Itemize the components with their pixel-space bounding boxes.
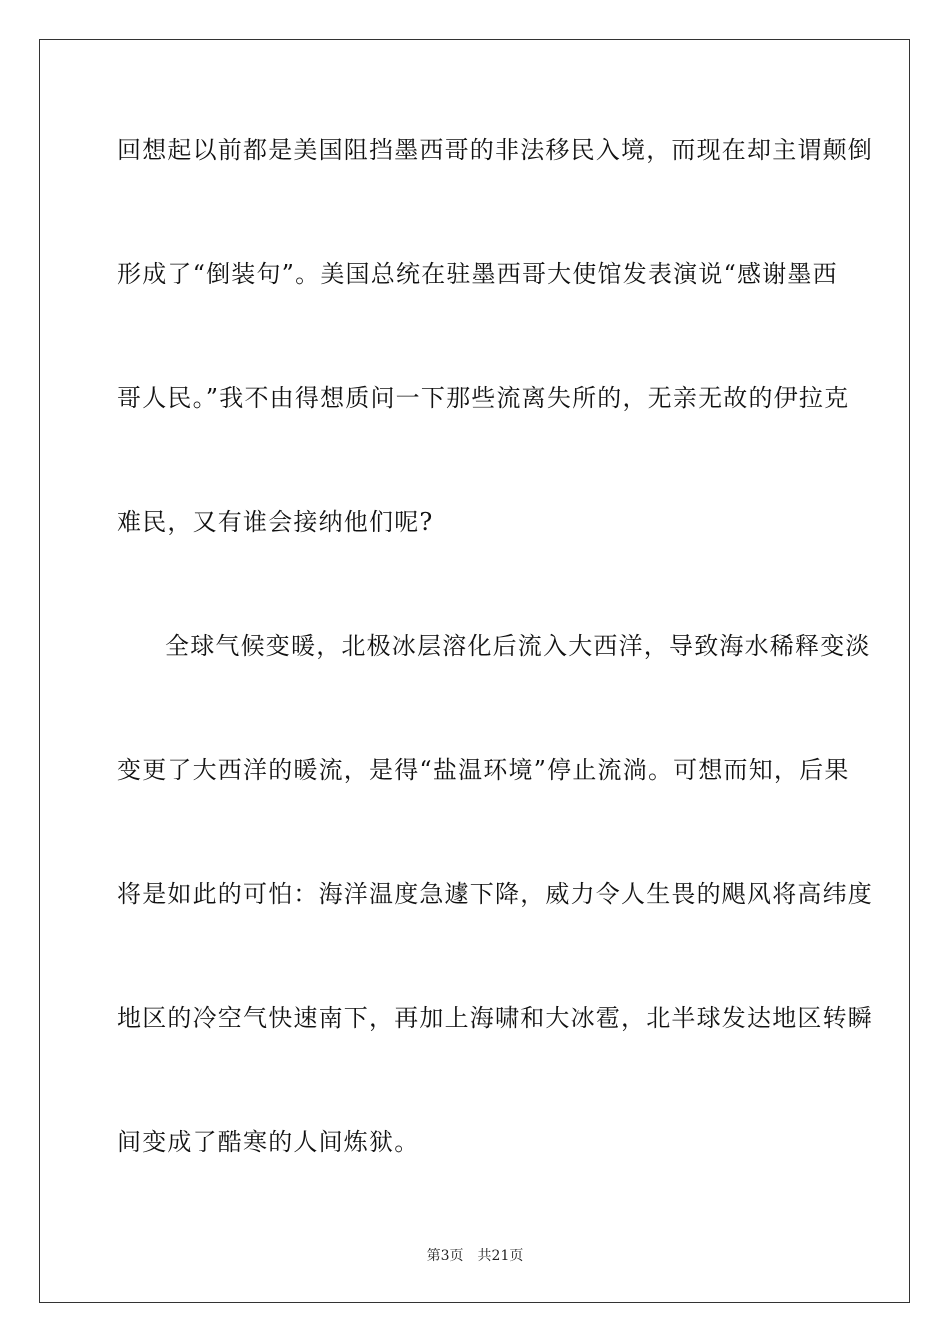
page-total: 共21页	[477, 1248, 524, 1264]
body-text-line: 形成了“倒装句”。美国总统在驻墨西哥大使馆发表演说“感谢墨西	[117, 260, 838, 288]
paragraph-start-line: 全球气候变暖，北极冰层溶化后流入大西洋，导致海水稀释变淡	[165, 632, 871, 660]
body-text-line: 难民，又有谁会接纳他们呢?	[117, 508, 434, 536]
page-footer	[0, 1247, 950, 1265]
body-text-line: 变更了大西洋的暖流，是得“盐温环境”停止流淌。可想而知，后果	[117, 756, 850, 784]
body-text-line: 间变成了酷寒的人间炼狱。	[117, 1128, 420, 1156]
body-text-line: 回想起以前都是美国阻挡墨西哥的非法移民入境，而现在却主谓颠倒	[117, 136, 873, 164]
page-border	[39, 39, 910, 1303]
body-text-line: 地区的冷空气快速南下，再加上海啸和大冰雹，北半球发达地区转瞬	[117, 1004, 873, 1032]
body-text-line: 哥人民。”我不由得想质问一下那些流离失所的，无亲无故的伊拉克	[117, 384, 850, 412]
page-number: 第3页	[426, 1248, 464, 1264]
body-text-line: 将是如此的可怕：海洋温度急遽下降，威力令人生畏的飓风将高纬度	[117, 880, 873, 908]
